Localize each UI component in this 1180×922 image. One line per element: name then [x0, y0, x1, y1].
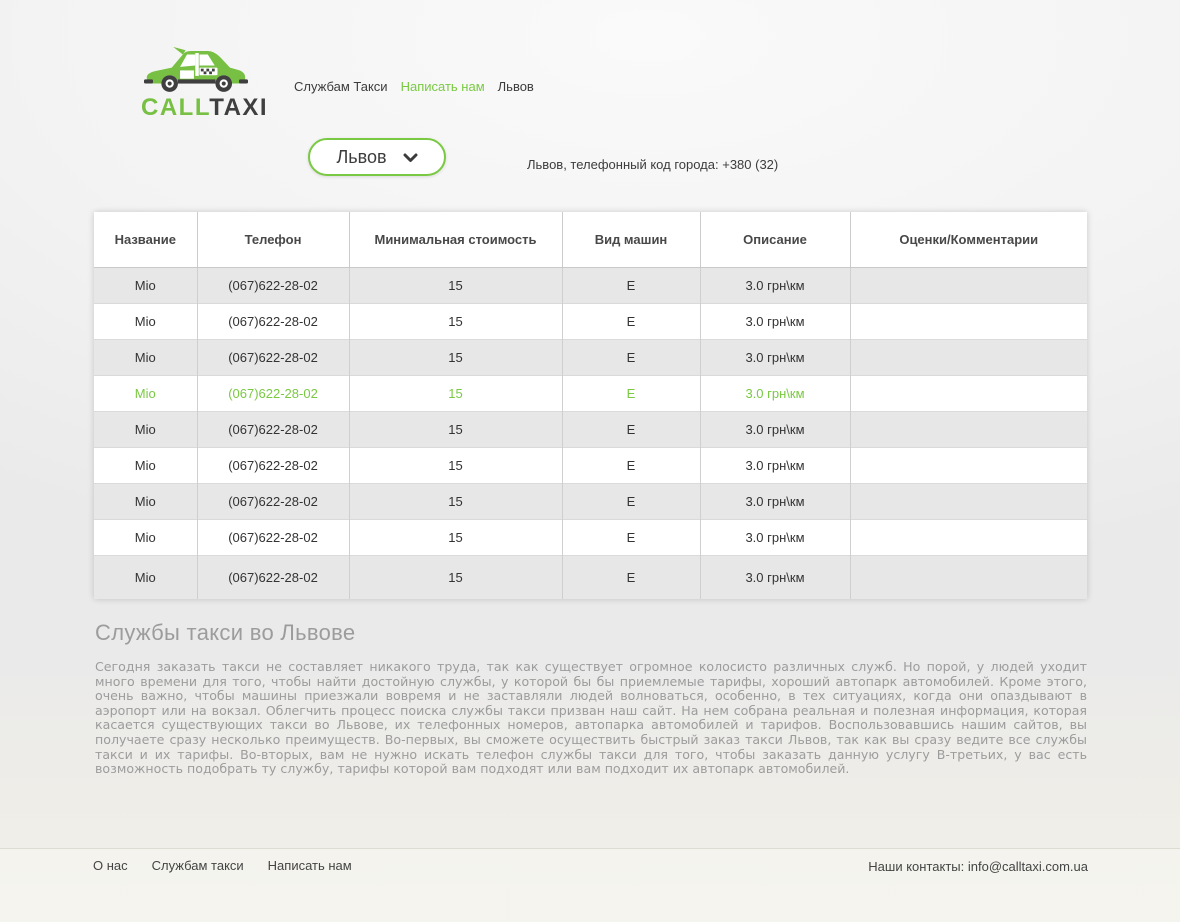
cell-description: 3.0 грн\км	[700, 411, 850, 447]
cell-name: Mio	[94, 483, 197, 519]
main-nav	[294, 79, 534, 94]
cell-comments	[850, 483, 1087, 519]
city-phone-code-text: Львов, телефонный код города: +380 (32)	[527, 157, 779, 172]
cell-phone: (067)622-28-02	[197, 519, 349, 555]
cell-min_cost: 15	[349, 555, 562, 599]
cell-car_type: E	[562, 375, 700, 411]
contacts-label: Наши контакты:	[868, 859, 965, 874]
cell-phone: (067)622-28-02	[197, 447, 349, 483]
cell-comments	[850, 375, 1087, 411]
cell-phone: (067)622-28-02	[197, 411, 349, 447]
cell-name: Mio	[94, 267, 197, 303]
cell-description: 3.0 грн\км	[700, 375, 850, 411]
cell-car_type: E	[562, 447, 700, 483]
article-title: Службы такси во Львове	[95, 620, 356, 645]
cell-name: Mio	[94, 519, 197, 555]
cell-name: Mio	[94, 411, 197, 447]
cell-car_type: E	[562, 339, 700, 375]
cell-min_cost: 15	[349, 519, 562, 555]
logo[interactable]	[141, 44, 269, 121]
nav-link-0[interactable]: Службам Такси	[294, 79, 388, 94]
article-section	[95, 620, 1087, 777]
cell-name: Mio	[94, 339, 197, 375]
cell-comments	[850, 339, 1087, 375]
nav-link-2[interactable]: Львов	[497, 79, 534, 94]
cell-min_cost: 15	[349, 411, 562, 447]
cell-comments	[850, 267, 1087, 303]
brand-name-taxi: TAXI	[209, 94, 269, 121]
cell-phone: (067)622-28-02	[197, 339, 349, 375]
cell-description: 3.0 грн\км	[700, 519, 850, 555]
city-select-value: Львов	[336, 146, 387, 167]
column-header: Вид машин	[562, 212, 700, 267]
cell-description: 3.0 грн\км	[700, 303, 850, 339]
cell-car_type: E	[562, 303, 700, 339]
cell-car_type: E	[562, 411, 700, 447]
taxi-table	[94, 212, 1087, 599]
cell-phone: (067)622-28-02	[197, 267, 349, 303]
cell-min_cost: 15	[349, 375, 562, 411]
brand-name-call: CALL	[141, 94, 210, 121]
cell-description: 3.0 грн\км	[700, 267, 850, 303]
cell-phone: (067)622-28-02	[197, 375, 349, 411]
cell-description: 3.0 грн\км	[700, 483, 850, 519]
table-row[interactable]	[94, 267, 1087, 303]
cell-phone: (067)622-28-02	[197, 555, 349, 599]
footer	[0, 848, 1180, 922]
cell-car_type: E	[562, 267, 700, 303]
column-header: Минимальная стоимость	[349, 212, 562, 267]
cell-name: Mio	[94, 303, 197, 339]
table-body	[94, 267, 1087, 599]
article-body: Сегодня заказать такси не составляет никакого труда, так как существует огромное колосисто различных служб. Но порой, у людей уходит много времени для того, чтобы найти достойную службы, у которой бы бы приемлемые тарифы, хороший автопарк автомобилей. Кроме этого, очень важно, чтобы машины приезжали вовремя и не заставляли людей волноваться, особенно, в тех ситуациях, когда они опаздывают в аэропорт или на вокзал. Облегчить процесс поиска службы такси призван наш сайт. На нем собрана реальная и полезная информация, которая касается существующих такси во Львове, их телефонных номеров, автопарка автомобилей и тарифов. Воспользовавшись нашим сайтов, вы получаете сразу несколько преимуществ. Во-первых, вы сможете осуществить быстрый заказ такси Львов, так как вы сразу ведите все службы такси и их тарифы. Во-вторых, вам не нужно искать телефон службы такси для того, чтобы заказать данную услугу В-третьих, у вас есть возможность подобрать ту службу, тарифы которой вам подходят или вам подходит их автопарк автомобилей.	[95, 659, 1087, 777]
column-header: Телефон	[197, 212, 349, 267]
nav-link-1[interactable]: Написать нам	[400, 79, 485, 94]
column-header: Описание	[700, 212, 850, 267]
cell-name: Mio	[94, 555, 197, 599]
cell-comments	[850, 447, 1087, 483]
footer-link-0[interactable]: О нас	[93, 858, 128, 873]
cell-phone: (067)622-28-02	[197, 483, 349, 519]
table-row[interactable]	[94, 411, 1087, 447]
table-row[interactable]	[94, 339, 1087, 375]
cell-min_cost: 15	[349, 267, 562, 303]
cell-description: 3.0 грн\км	[700, 339, 850, 375]
taxi-table-wrap	[94, 212, 1087, 599]
cell-min_cost: 15	[349, 303, 562, 339]
cell-comments	[850, 519, 1087, 555]
table-row[interactable]	[94, 375, 1087, 411]
cell-car_type: E	[562, 555, 700, 599]
column-header: Название	[94, 212, 197, 267]
cell-comments	[850, 555, 1087, 599]
cell-car_type: E	[562, 519, 700, 555]
table-header	[94, 212, 1087, 267]
taxi-car-icon	[144, 44, 248, 94]
city-select-dropdown[interactable]	[308, 138, 446, 176]
table-row[interactable]	[94, 303, 1087, 339]
column-header: Оценки/Комментарии	[850, 212, 1087, 267]
cell-comments	[850, 303, 1087, 339]
brand-name	[141, 94, 269, 121]
cell-description: 3.0 грн\км	[700, 555, 850, 599]
cell-comments	[850, 411, 1087, 447]
table-row[interactable]	[94, 483, 1087, 519]
footer-link-2[interactable]: Написать нам	[267, 858, 352, 873]
cell-name: Mio	[94, 447, 197, 483]
table-row[interactable]	[94, 519, 1087, 555]
contact-email-link[interactable]: info@calltaxi.com.ua	[967, 859, 1088, 874]
footer-link-1[interactable]: Службам такси	[151, 858, 244, 873]
cell-description: 3.0 грн\км	[700, 447, 850, 483]
table-row[interactable]	[94, 555, 1087, 599]
cell-min_cost: 15	[349, 339, 562, 375]
cell-min_cost: 15	[349, 447, 562, 483]
cell-name: Mio	[94, 375, 197, 411]
table-row[interactable]	[94, 447, 1087, 483]
footer-contacts	[868, 859, 1088, 874]
cell-phone: (067)622-28-02	[197, 303, 349, 339]
cell-min_cost: 15	[349, 483, 562, 519]
cell-car_type: E	[562, 483, 700, 519]
chevron-down-icon	[403, 153, 418, 163]
footer-nav	[93, 858, 352, 873]
